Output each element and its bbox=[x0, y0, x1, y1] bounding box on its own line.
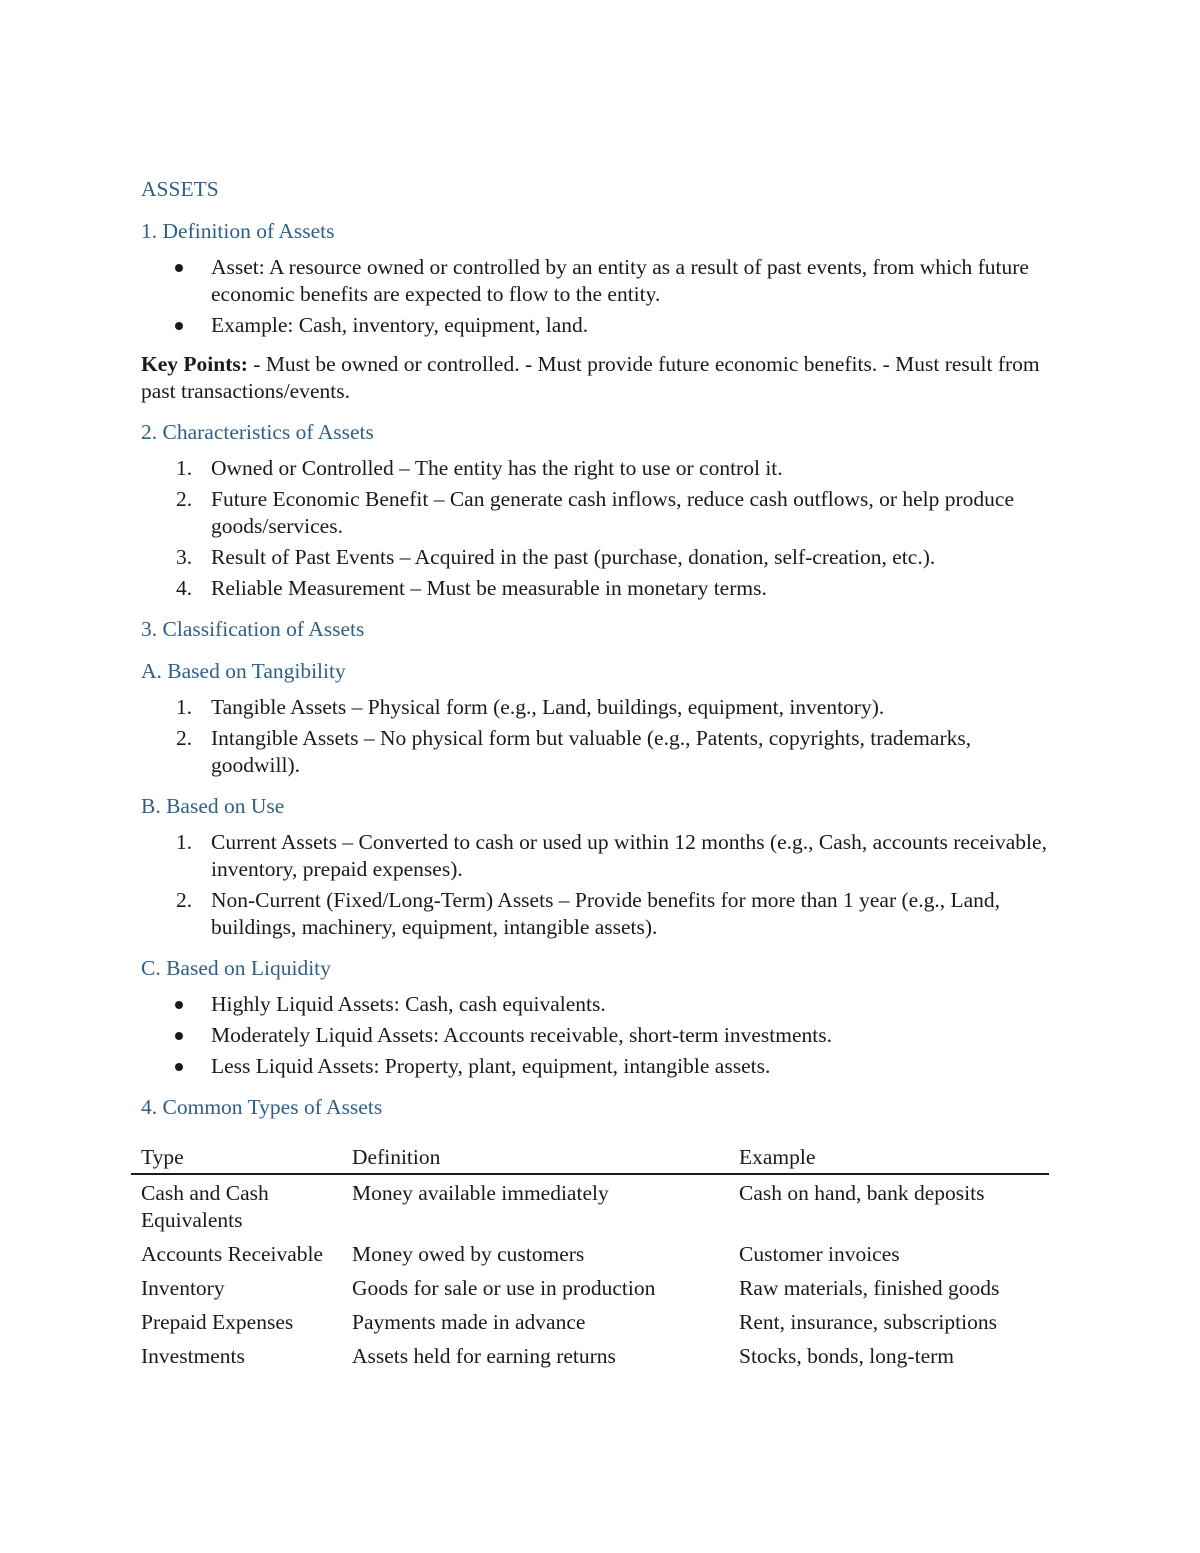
list-number: 2. bbox=[176, 487, 193, 511]
list-item bbox=[141, 829, 1049, 883]
table-cell: Raw materials, finished goods bbox=[739, 1276, 1000, 1300]
section-heading-classification: 3. Classification of Assets bbox=[141, 617, 365, 641]
list-item bbox=[141, 1022, 1049, 1049]
bullet-icon bbox=[175, 1001, 183, 1009]
bullet-icon bbox=[175, 1063, 183, 1071]
list-item bbox=[141, 544, 1049, 571]
bullet-icon bbox=[175, 264, 183, 272]
table-row bbox=[131, 1270, 1049, 1304]
list-item-text: Result of Past Events – Acquired in the past (purchase, donation, self-creation, etc.). bbox=[211, 545, 936, 569]
list-item-text: Intangible Assets – No physical form but valuable (e.g., Patents, copyrights, trademarks, goodwill). bbox=[211, 726, 972, 777]
list-item-text: Asset: A resource owned or controlled by an entity as a result of past events, from which future economic benefits are expected to flow to the entity. bbox=[211, 255, 1029, 306]
key-points-paragraph bbox=[141, 351, 1049, 405]
list-number: 4. bbox=[176, 576, 193, 600]
list-item bbox=[141, 312, 1049, 339]
list-item-text: Less Liquid Assets: Property, plant, equipment, intangible assets. bbox=[211, 1054, 771, 1078]
list-item-text: Current Assets – Converted to cash or used up within 12 months (e.g., Cash, accounts receivable, inventory, prepaid expenses). bbox=[211, 830, 1047, 881]
column-header: Type bbox=[131, 1142, 342, 1174]
list-number: 1. bbox=[176, 830, 193, 854]
table-row bbox=[131, 1236, 1049, 1270]
bullet-icon bbox=[175, 1032, 183, 1040]
table-cell: Payments made in advance bbox=[352, 1310, 586, 1334]
subsection-heading-liquidity: C. Based on Liquidity bbox=[141, 956, 331, 980]
list-item-text: Non-Current (Fixed/Long-Term) Assets – Provide benefits for more than 1 year (e.g., Land, buildings, machinery, equipment, intangible assets). bbox=[211, 888, 1001, 939]
list-item bbox=[141, 991, 1049, 1018]
list-item bbox=[141, 254, 1049, 308]
table-cell: Money available immediately bbox=[352, 1181, 609, 1205]
subsection-heading-use: B. Based on Use bbox=[141, 794, 285, 818]
table-cell: Cash on hand, bank deposits bbox=[739, 1181, 985, 1205]
document-body bbox=[141, 176, 1049, 1130]
definition-list bbox=[141, 254, 1049, 339]
subsection-heading-tangibility: A. Based on Tangibility bbox=[141, 659, 346, 683]
key-points-text: - Must be owned or controlled. - Must provide future economic benefits. - Must result from past transactions/events. bbox=[141, 352, 1040, 403]
table-row bbox=[131, 1174, 1049, 1236]
list-item bbox=[141, 575, 1049, 602]
table-cell: Money owed by customers bbox=[352, 1242, 585, 1266]
key-points-label: Key Points: bbox=[141, 352, 248, 376]
section-heading-characteristics: 2. Characteristics of Assets bbox=[141, 420, 374, 444]
table-cell: Cash and Cash Equivalents bbox=[141, 1181, 269, 1232]
liquidity-list bbox=[141, 991, 1049, 1080]
characteristics-list bbox=[141, 455, 1049, 602]
table-row bbox=[131, 1304, 1049, 1338]
list-item bbox=[141, 887, 1049, 941]
table-cell: Inventory bbox=[141, 1276, 225, 1300]
use-list bbox=[141, 829, 1049, 941]
list-number: 2. bbox=[176, 726, 193, 750]
list-item-text: Example: Cash, inventory, equipment, land. bbox=[211, 313, 589, 337]
column-header: Example bbox=[729, 1142, 1049, 1174]
list-item bbox=[141, 455, 1049, 482]
section-heading-definition: 1. Definition of Assets bbox=[141, 219, 335, 243]
table-cell: Investments bbox=[141, 1344, 245, 1368]
table-cell: Stocks, bonds, long-term bbox=[739, 1344, 954, 1368]
table-cell: Prepaid Expenses bbox=[141, 1310, 294, 1334]
list-number: 2. bbox=[176, 888, 193, 912]
list-item-text: Reliable Measurement – Must be measurable in monetary terms. bbox=[211, 576, 767, 600]
table-row bbox=[131, 1338, 1049, 1372]
document-title: ASSETS bbox=[141, 177, 219, 201]
table-cell: Customer invoices bbox=[739, 1242, 900, 1266]
list-item-text: Highly Liquid Assets: Cash, cash equivalents. bbox=[211, 992, 606, 1016]
list-item bbox=[141, 1053, 1049, 1080]
list-number: 1. bbox=[176, 695, 193, 719]
table-cell: Goods for sale or use in production bbox=[352, 1276, 656, 1300]
list-number: 1. bbox=[176, 456, 193, 480]
table-cell: Accounts Receivable bbox=[141, 1242, 324, 1266]
bullet-icon bbox=[175, 322, 183, 330]
table-header-row bbox=[131, 1142, 1049, 1174]
tangibility-list bbox=[141, 694, 1049, 779]
list-item bbox=[141, 694, 1049, 721]
list-item-text: Moderately Liquid Assets: Accounts receivable, short-term investments. bbox=[211, 1023, 832, 1047]
table-cell: Rent, insurance, subscriptions bbox=[739, 1310, 997, 1334]
list-item-text: Owned or Controlled – The entity has the right to use or control it. bbox=[211, 456, 783, 480]
asset-types-table bbox=[131, 1142, 1049, 1372]
list-item-text: Tangible Assets – Physical form (e.g., Land, buildings, equipment, inventory). bbox=[211, 695, 885, 719]
section-heading-common-types: 4. Common Types of Assets bbox=[141, 1095, 383, 1119]
list-item bbox=[141, 725, 1049, 779]
table-cell: Assets held for earning returns bbox=[352, 1344, 616, 1368]
list-item bbox=[141, 486, 1049, 540]
column-header: Definition bbox=[342, 1142, 729, 1174]
list-number: 3. bbox=[176, 545, 193, 569]
list-item-text: Future Economic Benefit – Can generate cash inflows, reduce cash outflows, or help produce goods/services. bbox=[211, 487, 1015, 538]
